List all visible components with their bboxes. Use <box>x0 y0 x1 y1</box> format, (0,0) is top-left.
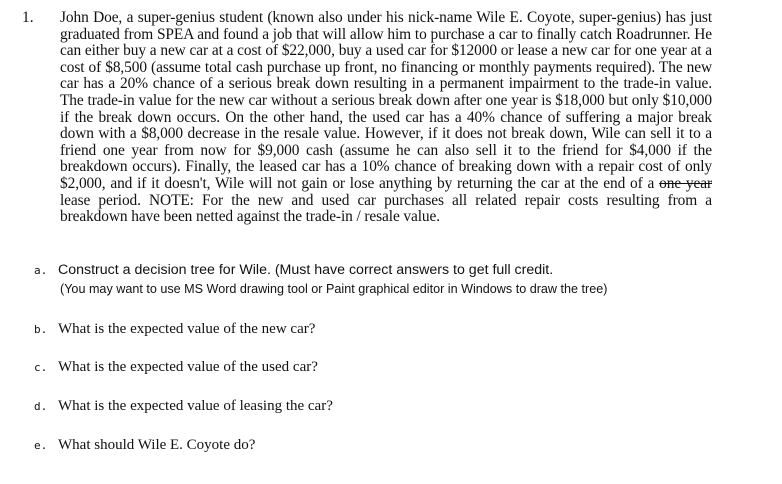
question-a-note: (You may want to use MS Word drawing tool or Paint graphical editor in Windows to draw the tree) <box>60 282 608 296</box>
question-e <box>34 436 255 455</box>
question-a <box>34 261 553 280</box>
problem-text-part-1: John Doe, a super-genius student (known also under his nick-name Wile E. Coyote, super-genius) has just graduated from SPEA and found a job that will allow him to purchase a car to finally catch Roadrunner. He can either buy a new car at a cost of $22,000, buy a used car for $12000 or lease a new car for one year at a cost of $8,500 (assume total cash purchase up front, no financing or monthly payments required). The new car has a 20% chance of a serious break down resulting in a permanent impairment to the trade-in value. The trade-in value for the new car without a serious break down after one year is $18,000 but only $10,000 if the break down occurs. On the other hand, the used car has a 40% chance of suffering a major break down with a $8,000 decrease in the resale value. However, if it does not break down, Wile can sell it to a friend one year from now for $9,000 cash (assume he can also sell it to the friend for $4,000 if the breakdown occurs). Finally, the leased car has a 10% chance of breaking down with a repair cost of only $2,000, and if it doesn't, Wile will not gain or lose anything by returning the car at the end of a <box>60 9 712 192</box>
strikethrough-text: one year <box>659 174 712 192</box>
problem-text-part-2: lease period. NOTE: For the new and used car purchases all related repair costs resulting from a breakdown have been netted against the trade-in / resale value. <box>60 191 712 226</box>
problem-number: 1. <box>22 9 34 26</box>
question-d-text: What is the expected value of leasing the car? <box>58 398 333 414</box>
question-b <box>34 320 315 339</box>
question-a-text: Construct a decision tree for Wile. (Must have correct answers to get full credit. <box>58 262 554 278</box>
question-c <box>34 358 318 377</box>
question-d-letter: d. <box>34 400 48 413</box>
question-e-text: What should Wile E. Coyote do? <box>58 437 256 453</box>
question-d <box>34 397 333 416</box>
question-a-letter: a. <box>34 264 48 277</box>
question-b-letter: b. <box>34 323 48 336</box>
question-e-letter: e. <box>34 439 48 452</box>
problem-statement <box>60 10 712 226</box>
question-c-text: What is the expected value of the used car? <box>58 359 318 375</box>
question-b-text: What is the expected value of the new car? <box>58 321 316 337</box>
question-c-letter: c. <box>34 361 48 374</box>
